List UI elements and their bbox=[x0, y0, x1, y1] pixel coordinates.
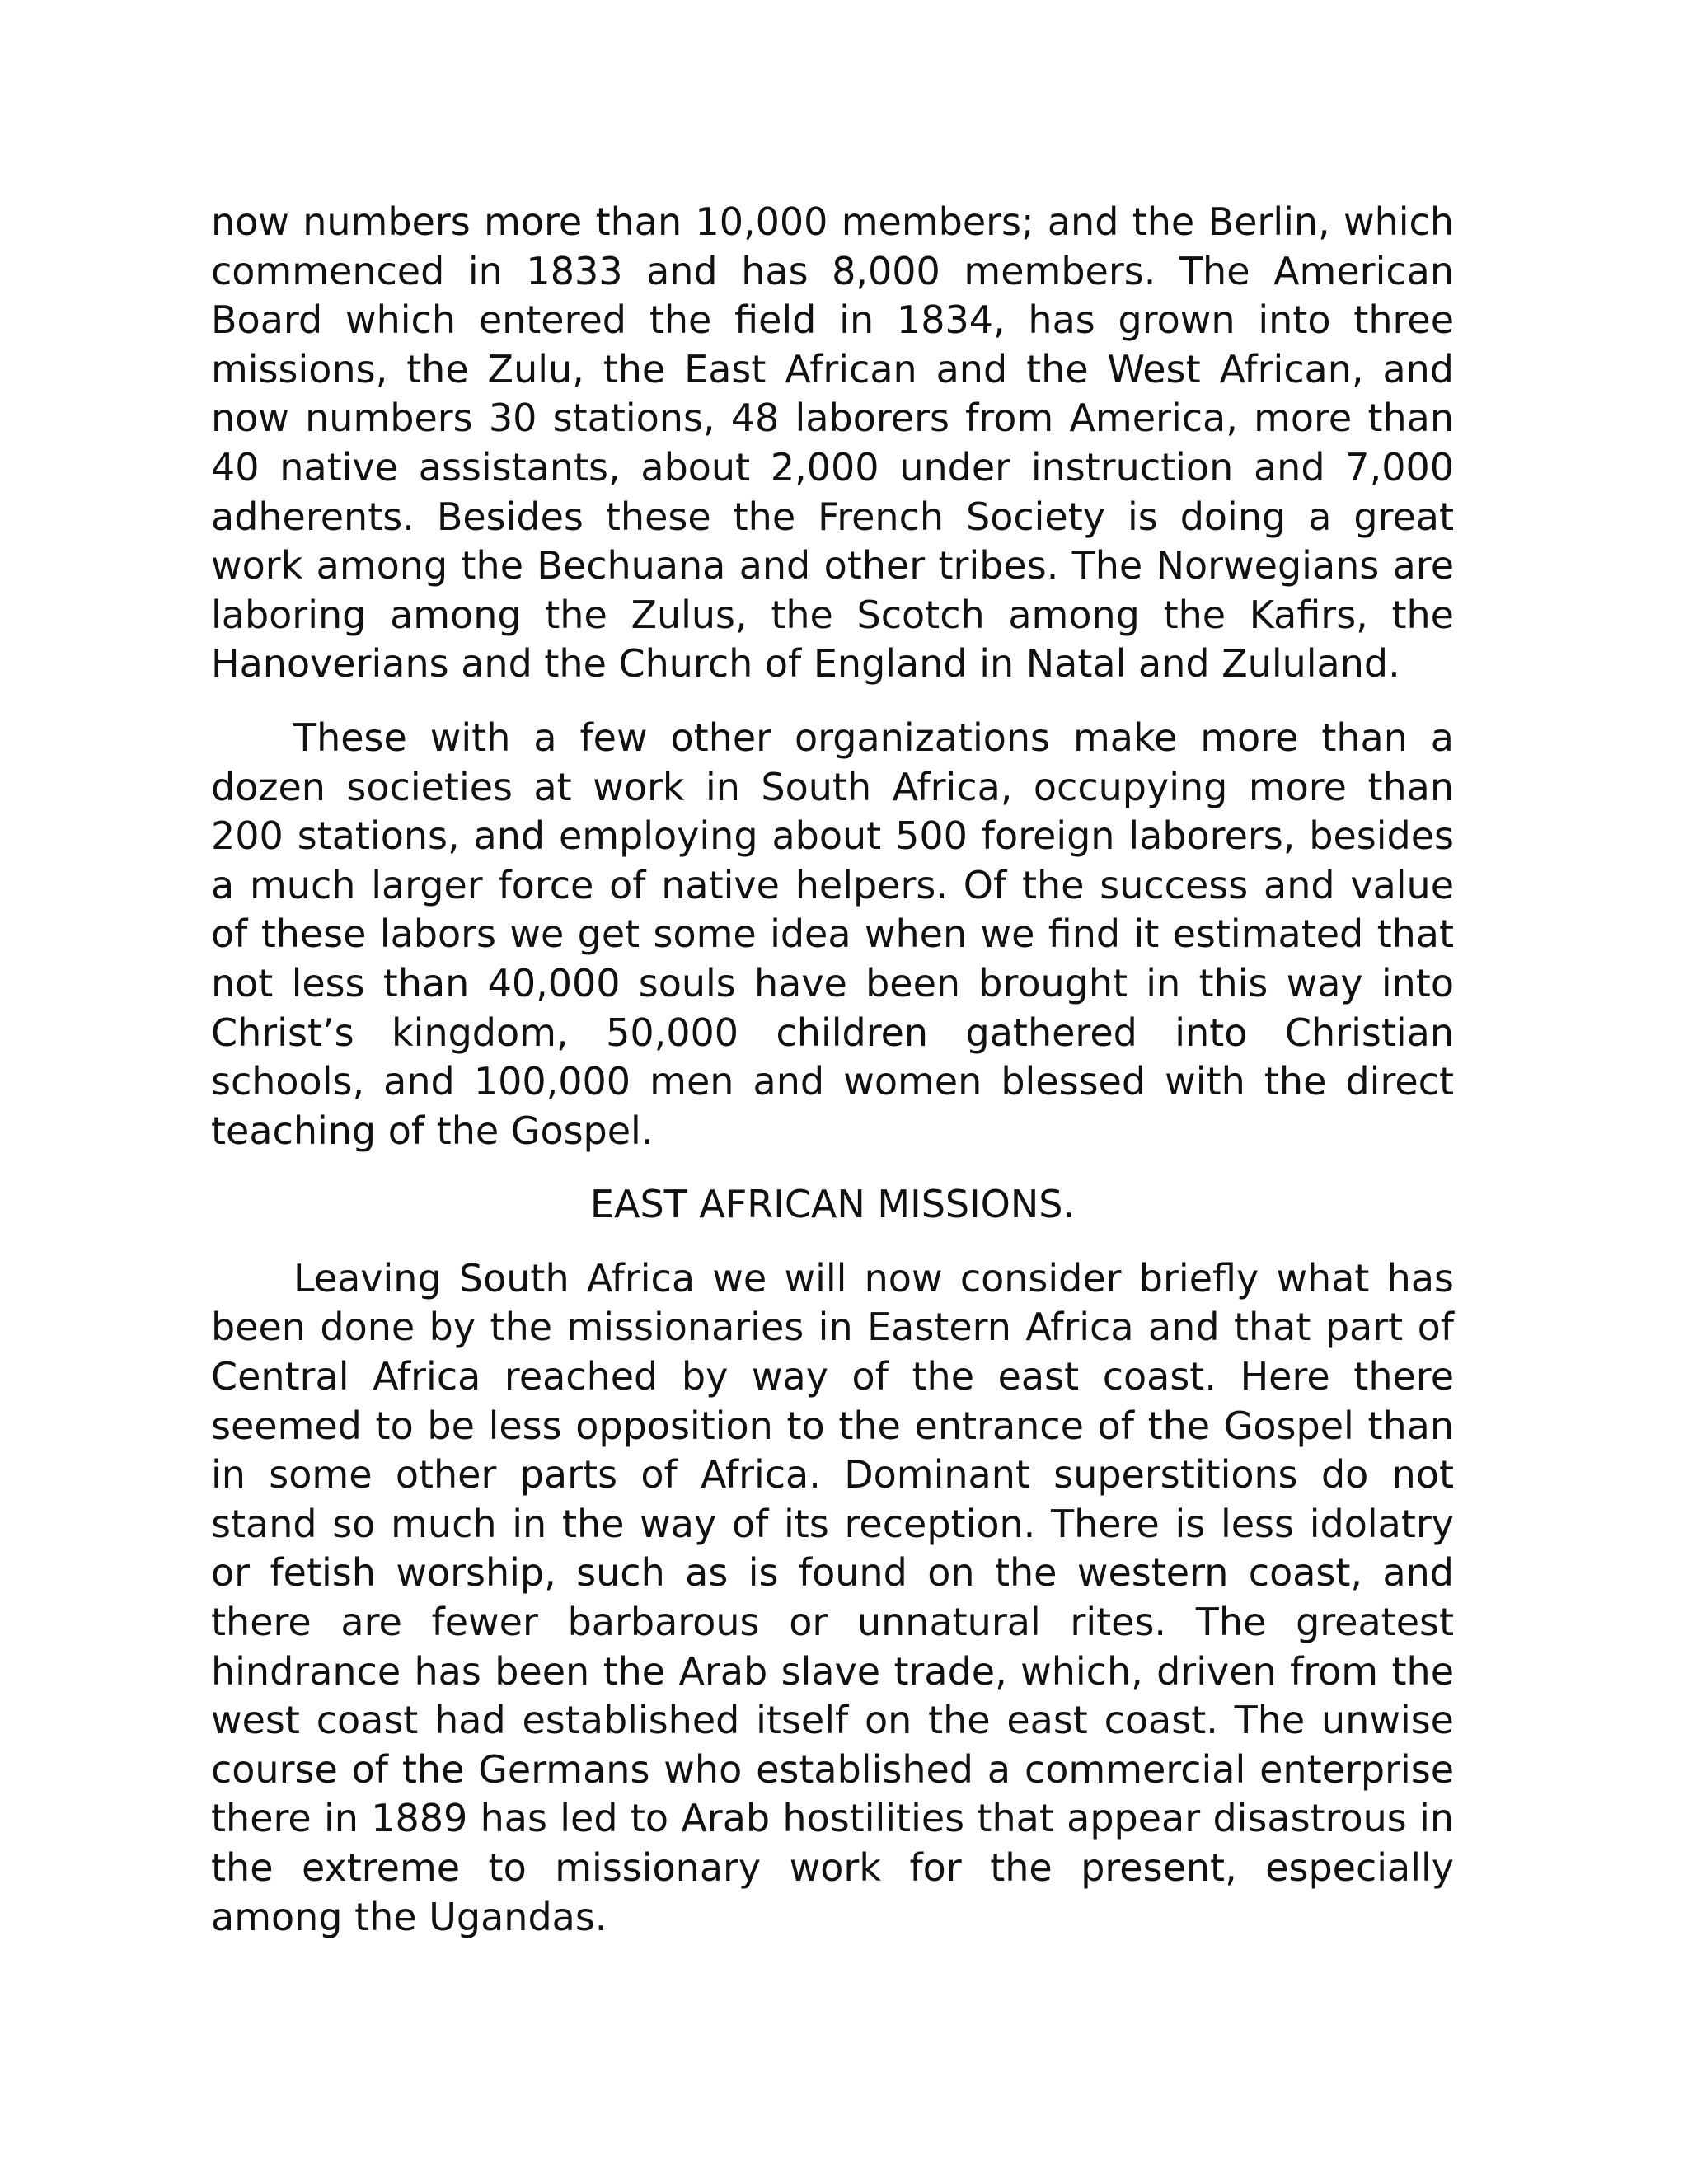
section-heading: EAST AFRICAN MISSIONS. bbox=[589, 1182, 1076, 1227]
body-paragraph-2: These with a few other organizations make more than a dozen societies at work in South Africa, occupying more than 200 stations, and employing about 500 foreign laborers, besides a much larger force of native helpers. Of the success and value of these labors we get some idea when we find it estimated that not less than 40,000 souls have been brought in this way into Christ’s kingdom, 50,000 children gathered into Christian schools, and 100,000 men and women blessed with the direct teaching of the Gospel. bbox=[211, 715, 1454, 1153]
section-paragraph-1: Leaving South Africa we will now consider briefly what has been done by the missionaries in Eastern Africa and that part of Central Africa reached by way of the east coast. Here there seemed to be less opposition to the entrance of the Gospel than in some other parts of Africa. Dominant superstitions do not stand so much in the way of its reception. There is less idolatry or fetish worship, such as is found on the western coast, and there are fewer barbarous or unnatural rites. The greatest hindrance has been the Arab slave trade, which, driven from the west coast had established itself on the east coast. The unwise course of the Germans who established a commercial enterprise there in 1889 has led to Arab hostilities that appear disastrous in the extreme to missionary work for the present, especially among the Ugandas. bbox=[211, 1255, 1454, 1939]
body-paragraph-1: now numbers more than 10,000 members; and the Berlin, which commenced in 1833 and has 8,000 members. The American Board which entered the field in 1834, has grown into three missions, the Zulu, the East African and the West African, and now numbers 30 stations, 48 laborers from America, more than 40 native assistants, about 2,000 under instruction and 7,000 adherents. Besides these the French Society is doing a great work among the Bechuana and other tribes. The Norwegians are laboring among the Zulus, the Scotch among the Kafirs, the Hanoverians and the Church of England in Natal and Zululand. bbox=[211, 199, 1454, 687]
text-column bbox=[211, 198, 1454, 1942]
